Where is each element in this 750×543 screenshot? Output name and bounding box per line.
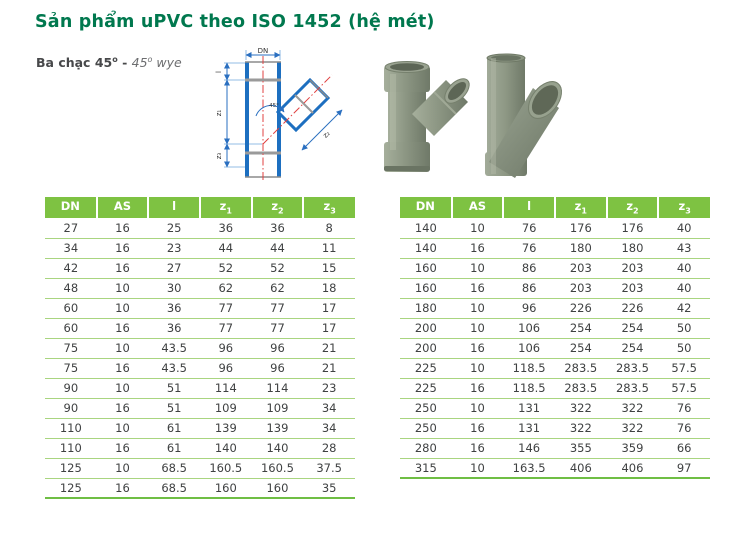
dim-label-dn: DN bbox=[257, 48, 269, 55]
column-header-z2: $z_2$ bbox=[607, 197, 659, 218]
table-row bbox=[400, 238, 710, 258]
table-cell: 96 bbox=[252, 358, 304, 378]
table-cell: 280 bbox=[400, 438, 452, 458]
table-cell: 139 bbox=[200, 418, 252, 438]
table-cell: 77 bbox=[252, 298, 304, 318]
table-cell: 10 bbox=[97, 378, 149, 398]
table-cell: 40 bbox=[658, 218, 710, 238]
table-cell: 160 bbox=[400, 278, 452, 298]
table-cell: 52 bbox=[252, 258, 304, 278]
column-header-dn: DN bbox=[45, 197, 97, 218]
table-cell: 44 bbox=[252, 238, 304, 258]
table-cell: 40 bbox=[658, 278, 710, 298]
table-row bbox=[400, 338, 710, 358]
table-cell: 10 bbox=[452, 458, 504, 478]
product-photo-wye-plain bbox=[475, 50, 575, 182]
table-cell: 160.5 bbox=[252, 458, 304, 478]
table-cell: 43.5 bbox=[148, 358, 200, 378]
table-cell: 11 bbox=[303, 238, 355, 258]
table-cell: 180 bbox=[555, 238, 607, 258]
table-cell: 76 bbox=[658, 418, 710, 438]
subtitle-vietnamese: Ba chạc 45 bbox=[36, 55, 113, 71]
table-cell: 203 bbox=[555, 258, 607, 278]
table-cell: 52 bbox=[200, 258, 252, 278]
table-row bbox=[45, 378, 355, 398]
table-cell: 61 bbox=[148, 438, 200, 458]
table-cell: 86 bbox=[503, 258, 555, 278]
table-row bbox=[400, 298, 710, 318]
table-cell: 75 bbox=[45, 338, 97, 358]
table-cell: 283.5 bbox=[607, 358, 659, 378]
table-cell: 10 bbox=[452, 218, 504, 238]
table-cell: 90 bbox=[45, 398, 97, 418]
table-row bbox=[400, 398, 710, 418]
table-cell: 76 bbox=[503, 238, 555, 258]
dim-label-z3: z₃ bbox=[215, 152, 223, 160]
table-cell: 77 bbox=[252, 318, 304, 338]
table-cell: 180 bbox=[400, 298, 452, 318]
subtitle-english-tail: wye bbox=[152, 55, 182, 71]
table-cell: 10 bbox=[97, 298, 149, 318]
table-cell: 15 bbox=[303, 258, 355, 278]
table-cell: 131 bbox=[503, 398, 555, 418]
table-cell: 160 bbox=[400, 258, 452, 278]
table-cell: 16 bbox=[452, 418, 504, 438]
table-row bbox=[45, 238, 355, 258]
table-cell: 50 bbox=[658, 338, 710, 358]
table-header bbox=[400, 197, 710, 218]
table-cell: 8 bbox=[303, 218, 355, 238]
table-cell: 180 bbox=[607, 238, 659, 258]
table-cell: 62 bbox=[252, 278, 304, 298]
table-cell: 17 bbox=[303, 298, 355, 318]
table-cell: 34 bbox=[303, 418, 355, 438]
table-cell: 43 bbox=[658, 238, 710, 258]
table-body bbox=[400, 218, 710, 478]
table-cell: 254 bbox=[555, 338, 607, 358]
table-cell: 48 bbox=[45, 278, 97, 298]
table-cell: 176 bbox=[607, 218, 659, 238]
table-row bbox=[400, 418, 710, 438]
table-cell: 36 bbox=[148, 318, 200, 338]
table-cell: 21 bbox=[303, 358, 355, 378]
table-cell: 44 bbox=[200, 238, 252, 258]
table-cell: 322 bbox=[607, 398, 659, 418]
table-cell: 114 bbox=[252, 378, 304, 398]
table-cell: 226 bbox=[555, 298, 607, 318]
table-cell: 18 bbox=[303, 278, 355, 298]
product-subtitle bbox=[36, 55, 182, 70]
table-cell: 16 bbox=[97, 238, 149, 258]
table-cell: 76 bbox=[658, 398, 710, 418]
table-cell: 16 bbox=[97, 258, 149, 278]
column-header-as: AS bbox=[452, 197, 504, 218]
table-row bbox=[400, 258, 710, 278]
table-cell: 96 bbox=[252, 338, 304, 358]
dimension-table-right bbox=[400, 197, 710, 479]
table-row bbox=[45, 298, 355, 318]
table-cell: 406 bbox=[607, 458, 659, 478]
table-cell: 21 bbox=[303, 338, 355, 358]
table-cell: 40 bbox=[658, 258, 710, 278]
degree-sup-italic: o bbox=[147, 55, 153, 64]
table-cell: 27 bbox=[148, 258, 200, 278]
table-cell: 35 bbox=[303, 478, 355, 498]
table-cell: 118.5 bbox=[503, 358, 555, 378]
product-photo-wye-socket bbox=[350, 56, 476, 174]
table-cell: 62 bbox=[200, 278, 252, 298]
table-cell: 16 bbox=[452, 338, 504, 358]
table-cell: 42 bbox=[45, 258, 97, 278]
header-row bbox=[45, 197, 355, 218]
table-cell: 225 bbox=[400, 378, 452, 398]
column-header-l: l bbox=[503, 197, 555, 218]
table-cell: 200 bbox=[400, 338, 452, 358]
table-cell: 16 bbox=[452, 278, 504, 298]
table-row bbox=[400, 358, 710, 378]
table-row bbox=[45, 278, 355, 298]
table-row bbox=[45, 438, 355, 458]
table-cell: 131 bbox=[503, 418, 555, 438]
table-row bbox=[400, 218, 710, 238]
branch-outline bbox=[278, 80, 328, 130]
table-cell: 16 bbox=[452, 438, 504, 458]
table-cell: 203 bbox=[607, 278, 659, 298]
table-cell: 322 bbox=[555, 418, 607, 438]
table-cell: 90 bbox=[45, 378, 97, 398]
table-cell: 10 bbox=[97, 458, 149, 478]
table-cell: 225 bbox=[400, 358, 452, 378]
table-cell: 283.5 bbox=[555, 358, 607, 378]
table-cell: 10 bbox=[97, 278, 149, 298]
table-cell: 139 bbox=[252, 418, 304, 438]
table-cell: 75 bbox=[45, 358, 97, 378]
table-cell: 34 bbox=[303, 398, 355, 418]
table-cell: 60 bbox=[45, 298, 97, 318]
table-cell: 283.5 bbox=[555, 378, 607, 398]
subtitle-english: 45 bbox=[131, 55, 148, 71]
table-cell: 30 bbox=[148, 278, 200, 298]
table-cell: 16 bbox=[97, 398, 149, 418]
column-header-z1: $z_1$ bbox=[555, 197, 607, 218]
table-row bbox=[45, 418, 355, 438]
table-row bbox=[400, 278, 710, 298]
table-cell: 43.5 bbox=[148, 338, 200, 358]
table-cell: 25 bbox=[148, 218, 200, 238]
column-header-dn: DN bbox=[400, 197, 452, 218]
dim-label-z1: z₁ bbox=[215, 109, 223, 117]
table-cell: 57.5 bbox=[658, 358, 710, 378]
table-cell: 68.5 bbox=[148, 478, 200, 498]
table-cell: 16 bbox=[97, 318, 149, 338]
table-cell: 322 bbox=[555, 398, 607, 418]
table-cell: 76 bbox=[503, 218, 555, 238]
degree-sup: o bbox=[112, 55, 118, 64]
column-header-l: l bbox=[148, 197, 200, 218]
table-cell: 146 bbox=[503, 438, 555, 458]
table-cell: 16 bbox=[452, 378, 504, 398]
table-row bbox=[45, 478, 355, 498]
table-row bbox=[45, 358, 355, 378]
table-cell: 77 bbox=[200, 298, 252, 318]
dim-label-z2: z₂ bbox=[321, 129, 332, 140]
table-row bbox=[45, 258, 355, 278]
table-cell: 250 bbox=[400, 418, 452, 438]
angle-label: 45° bbox=[269, 103, 279, 109]
table-row bbox=[45, 398, 355, 418]
table-cell: 36 bbox=[148, 298, 200, 318]
table-cell: 322 bbox=[607, 418, 659, 438]
table-cell: 23 bbox=[303, 378, 355, 398]
table-cell: 203 bbox=[555, 278, 607, 298]
table-cell: 27 bbox=[45, 218, 97, 238]
table-cell: 42 bbox=[658, 298, 710, 318]
table-cell: 160 bbox=[200, 478, 252, 498]
table-row bbox=[400, 378, 710, 398]
table-cell: 51 bbox=[148, 398, 200, 418]
table-cell: 140 bbox=[200, 438, 252, 458]
table-cell: 23 bbox=[148, 238, 200, 258]
table-cell: 109 bbox=[252, 398, 304, 418]
table-cell: 96 bbox=[200, 358, 252, 378]
table-row bbox=[400, 458, 710, 478]
table-cell: 96 bbox=[503, 298, 555, 318]
table-cell: 160.5 bbox=[200, 458, 252, 478]
table-cell: 163.5 bbox=[503, 458, 555, 478]
table-cell: 254 bbox=[607, 318, 659, 338]
column-header-z3: $z_3$ bbox=[303, 197, 355, 218]
table-cell: 97 bbox=[658, 458, 710, 478]
table-cell: 140 bbox=[252, 438, 304, 458]
table-row bbox=[45, 338, 355, 358]
table-cell: 86 bbox=[503, 278, 555, 298]
table-cell: 125 bbox=[45, 458, 97, 478]
table-cell: 16 bbox=[97, 218, 149, 238]
table-row bbox=[45, 318, 355, 338]
table-cell: 66 bbox=[658, 438, 710, 458]
table-cell: 140 bbox=[400, 218, 452, 238]
table-body bbox=[45, 218, 355, 498]
table-cell: 176 bbox=[555, 218, 607, 238]
table-cell: 50 bbox=[658, 318, 710, 338]
table-header bbox=[45, 197, 355, 218]
table-cell: 36 bbox=[200, 218, 252, 238]
table-cell: 283.5 bbox=[607, 378, 659, 398]
table-cell: 36 bbox=[252, 218, 304, 238]
table-cell: 110 bbox=[45, 438, 97, 458]
table-cell: 68.5 bbox=[148, 458, 200, 478]
table-cell: 17 bbox=[303, 318, 355, 338]
page-title: Sản phẩm uPVC theo ISO 1452 (hệ mét) bbox=[35, 12, 435, 32]
subtitle-separator: - bbox=[117, 55, 132, 71]
table-cell: 359 bbox=[607, 438, 659, 458]
table-cell: 140 bbox=[400, 238, 452, 258]
table-cell: 37.5 bbox=[303, 458, 355, 478]
table-cell: 254 bbox=[607, 338, 659, 358]
table-cell: 10 bbox=[97, 418, 149, 438]
table-row bbox=[400, 438, 710, 458]
table-cell: 355 bbox=[555, 438, 607, 458]
table-cell: 28 bbox=[303, 438, 355, 458]
table-cell: 16 bbox=[452, 238, 504, 258]
table-cell: 57.5 bbox=[658, 378, 710, 398]
header-row bbox=[400, 197, 710, 218]
technical-drawing bbox=[210, 48, 352, 186]
dim-label-l: l bbox=[215, 71, 223, 73]
table-cell: 34 bbox=[45, 238, 97, 258]
column-header-z3: $z_3$ bbox=[658, 197, 710, 218]
table-cell: 16 bbox=[97, 478, 149, 498]
table-cell: 10 bbox=[452, 318, 504, 338]
dimension-table-left bbox=[45, 197, 355, 499]
table-cell: 203 bbox=[607, 258, 659, 278]
table-cell: 16 bbox=[97, 438, 149, 458]
table-cell: 114 bbox=[200, 378, 252, 398]
table-row bbox=[400, 318, 710, 338]
table-cell: 250 bbox=[400, 398, 452, 418]
table-cell: 51 bbox=[148, 378, 200, 398]
table-cell: 315 bbox=[400, 458, 452, 478]
table-cell: 60 bbox=[45, 318, 97, 338]
table-cell: 109 bbox=[200, 398, 252, 418]
column-header-as: AS bbox=[97, 197, 149, 218]
table-cell: 110 bbox=[45, 418, 97, 438]
table-cell: 406 bbox=[555, 458, 607, 478]
table-cell: 106 bbox=[503, 318, 555, 338]
table-row bbox=[45, 458, 355, 478]
table-cell: 16 bbox=[97, 358, 149, 378]
table-cell: 106 bbox=[503, 338, 555, 358]
table-cell: 125 bbox=[45, 478, 97, 498]
table-cell: 77 bbox=[200, 318, 252, 338]
column-header-z1: $z_1$ bbox=[200, 197, 252, 218]
table-cell: 10 bbox=[452, 298, 504, 318]
table-cell: 61 bbox=[148, 418, 200, 438]
table-cell: 160 bbox=[252, 478, 304, 498]
table-cell: 10 bbox=[97, 338, 149, 358]
table-cell: 10 bbox=[452, 258, 504, 278]
table-cell: 254 bbox=[555, 318, 607, 338]
table-cell: 200 bbox=[400, 318, 452, 338]
column-header-z2: $z_2$ bbox=[252, 197, 304, 218]
table-row bbox=[45, 218, 355, 238]
table-cell: 10 bbox=[452, 398, 504, 418]
table-cell: 96 bbox=[200, 338, 252, 358]
table-cell: 10 bbox=[452, 358, 504, 378]
table-cell: 118.5 bbox=[503, 378, 555, 398]
table-cell: 226 bbox=[607, 298, 659, 318]
